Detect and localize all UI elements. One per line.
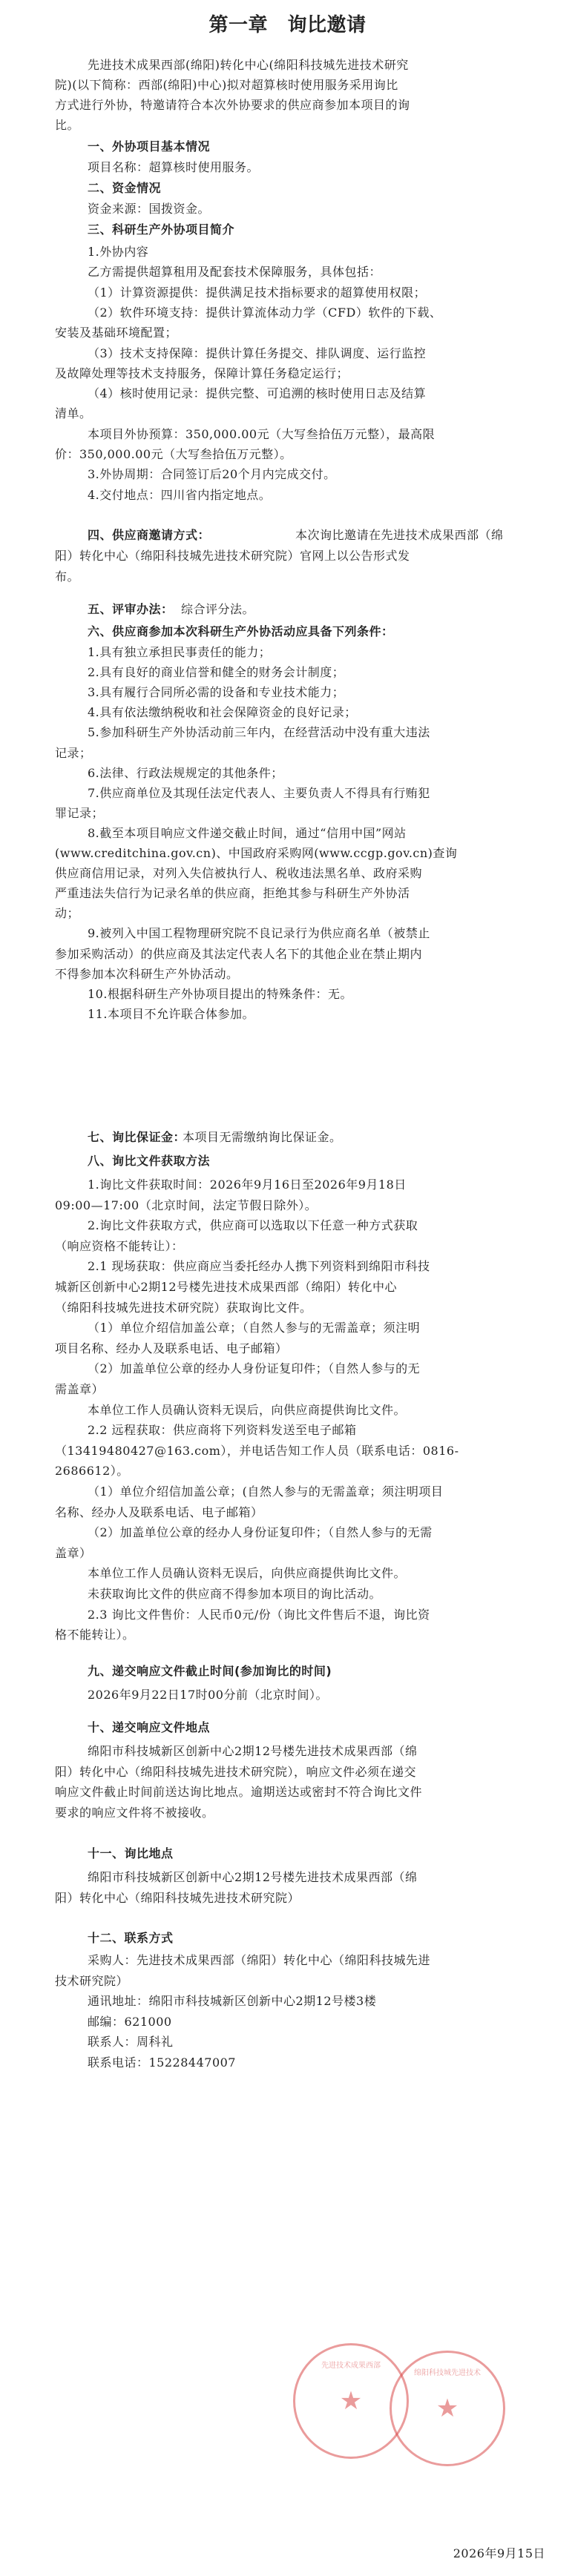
section-line: 不得参加本次科研生产外协活动。 (55, 966, 239, 981)
section-line: 供应商信用记录，对列入失信被执行人、税收违法黑名单、政府采购 (55, 866, 423, 881)
section-heading: 四、供应商邀请方式： (88, 528, 211, 542)
section-line: 项目名称：超算核时使用服务。 (88, 160, 260, 174)
section-line: （1）单位介绍信加盖公章；（自然人参与的无需盖章；须注明 (88, 1321, 421, 1335)
section-heading: 八、询比文件获取方法 (88, 1154, 211, 1168)
section-line: 清单。 (55, 406, 92, 421)
seal-right-text: 绵阳科技城先进技术 (414, 2369, 481, 2377)
section-line: 城新区创新中心2期12号楼先进技术成果西部（绵阳）转化中心 (55, 1280, 398, 1294)
section-line: 参加采购活动）的供应商及其法定代表人名下的其他企业在禁止期内 (55, 946, 423, 961)
section-heading: 九、递交响应文件截止时间(参加询比的时间) (88, 1664, 332, 1678)
section-line: 阳）转化中心（绵阳科技城先进技术研究院）官网上以公告形式发 (55, 549, 410, 563)
section-line: 本单位工作人员确认资料无误后，向供应商提供询比文件。 (88, 1566, 407, 1581)
section-line: （1）计算资源提供：提供满足技术指标要求的超算使用权限； (88, 285, 427, 300)
section-line: 6.法律、行政法规规定的其他条件； (88, 765, 283, 780)
section-line: 记录； (55, 745, 92, 760)
section-line: 11.本项目不允许联合体参加。 (88, 1006, 254, 1021)
section-line: 乙方需提供超算租用及配套技术保障服务，具体包括： (88, 265, 382, 280)
section-line: 需盖章） (55, 1382, 105, 1396)
section-heading: 十、递交响应文件地点 (88, 1720, 211, 1734)
section-line: 绵阳市科技城新区创新中心2期12号楼先进技术成果西部（绵 (88, 1870, 418, 1884)
section-line: 未获取询比文件的供应商不得参加本项目的询比活动。 (88, 1587, 382, 1601)
section-line: 响应文件截止时间前送达询比地点。逾期送达或密封不符合询比文件 (55, 1785, 423, 1799)
intro-line: 方式进行外协，特邀请符合本次外协要求的供应商参加本项目的询 (55, 98, 410, 112)
intro-line: 院)(以下简称：西部(绵阳)中心)拟对超算核时使用服务采用询比 (55, 78, 398, 92)
intro-line: 比。 (55, 118, 80, 132)
section-line: 10.根据科研生产外协项目提出的特殊条件：无。 (88, 986, 352, 1001)
section-line: 布。 (55, 569, 80, 584)
section-line: 价：350,000.00元（大写叁拾伍万元整）。 (55, 447, 292, 461)
seal-star-icon: ★ (339, 2386, 363, 2416)
section-line: 项目名称、经办人及联系电话、电子邮箱） (55, 1341, 288, 1355)
section-line: 2.3 询比文件售价：人民币0元/份（询比文件售后不退，询比资 (88, 1607, 430, 1622)
section-line: 采购人：先进技术成果西部（绵阳）转化中心（绵阳科技城先进 (88, 1953, 431, 1967)
section-line: 安装及基础环境配置； (55, 326, 178, 340)
section-line: （3）技术支持保障：提供计算任务提交、排队调度、运行监控 (88, 346, 427, 360)
section-line: 4.交付地点：四川省内指定地点。 (88, 487, 272, 502)
section-line: 动； (55, 906, 80, 921)
section-line: (www.creditchina.gov.cn)、中国政府采购网(www.ccgp.gov.cn)查询 (55, 846, 458, 860)
section-text: 本项目无需缴纳询比保证金。 (183, 1130, 342, 1144)
section-line: 2.询比文件获取方式，供应商可以选取以下任意一种方式获取 (88, 1218, 418, 1233)
section-line: 阳）转化中心（绵阳科技城先进技术研究院） (55, 1890, 300, 1905)
section-line: 5.参加科研生产外协活动前三年内，在经营活动中没有重大违法 (88, 725, 430, 740)
section-heading: 七、询比保证金： (88, 1130, 186, 1144)
section-line: 联系人：周科礼 (88, 2035, 174, 2049)
section-line: 通讯地址：绵阳市科技城新区创新中心2期12号楼3楼 (88, 1994, 377, 2008)
section-line: 要求的响应文件将不被接收。 (55, 1805, 214, 1820)
section-line: 4.具有依法缴纳税收和社会保障资金的良好记录； (88, 705, 357, 720)
page-title: 第一章 询比邀请 (208, 14, 367, 36)
section-text: 综合评分法。 (181, 602, 255, 616)
section-line: 罪记录； (55, 805, 105, 820)
section-line: 3.具有履行合同所必需的设备和专业技术能力； (88, 685, 345, 700)
section-heading: 六、供应商参加本次科研生产外协活动应具备下列条件： (88, 624, 394, 638)
section-line: 2.1 现场获取：供应商应当委托经办人携下列资料到绵阳市科技 (88, 1259, 430, 1274)
section-line: 09:00—17:00（北京时间，法定节假日除外）。 (55, 1198, 318, 1212)
section-line: （2）软件环境支持：提供计算流体动力学（CFD）软件的下载、 (88, 305, 442, 320)
section-line: 联系电话：15228447007 (88, 2055, 236, 2070)
signature-date: 2026年9月15日 (453, 2546, 545, 2560)
section-line: 及故障处理等技术支持服务，保障计算任务稳定运行； (55, 366, 349, 380)
section-line: 3.外协周期：合同签订后20个月内完成交付。 (88, 467, 336, 482)
section-heading: 三、科研生产外协项目简介 (88, 222, 235, 237)
section-line: （2）加盖单位公章的经办人身份证复印件；（自然人参与的无 (88, 1361, 421, 1376)
section-line: 绵阳市科技城新区创新中心2期12号楼先进技术成果西部（绵 (88, 1744, 418, 1758)
section-line: 9.被列入中国工程物理研究院不良记录行为供应商名单（被禁止 (88, 926, 430, 941)
section-line: 本次询比邀请在先进技术成果西部（绵 (295, 528, 504, 542)
section-line: 1.询比文件获取时间：2026年9月16日至2026年9月18日 (88, 1178, 407, 1192)
section-line: （2）加盖单位公章的经办人身份证复印件；（自然人参与的无需 (88, 1525, 433, 1540)
section-line: 名称、经办人及联系电话、电子邮箱） (55, 1505, 263, 1519)
section-heading: 五、评审办法： (88, 602, 174, 616)
intro-line: 先进技术成果西部(绵阳)转化中心(绵阳科技城先进技术研究 (88, 58, 409, 72)
section-line: （13419480427@163.com），并电话告知工作人员（联系电话：0816- (55, 1443, 459, 1458)
section-heading: 二、资金情况 (88, 181, 162, 195)
seal-left-text: 先进技术成果西部 (321, 2362, 381, 2370)
section-line: 资金来源：国拨资金。 (88, 202, 211, 216)
section-line: 本单位工作人员确认资料无误后，向供应商提供询比文件。 (88, 1402, 407, 1417)
section-line: 本项目外协预算：350,000.00元（大写叁拾伍万元整），最高限 (88, 426, 436, 441)
section-line: 2026年9月22日17时00分前（北京时间）。 (88, 1688, 328, 1702)
section-line: 盖章） (55, 1545, 92, 1560)
section-line: 2.具有良好的商业信誉和健全的财务会计制度； (88, 665, 345, 680)
section-heading: 十一、询比地点 (88, 1846, 174, 1860)
section-line: 8.截至本项目响应文件递交截止时间，通过“信用中国”网站 (88, 825, 407, 840)
section-line: （绵阳科技城先进技术研究院）获取询比文件。 (55, 1300, 312, 1315)
section-line: 2686612）。 (55, 1464, 129, 1479)
section-line: 技术研究院） (55, 1973, 129, 1988)
section-line: 2.2 远程获取：供应商将下列资料发送至电子邮箱 (88, 1423, 357, 1438)
section-line: 严重违法失信行为记录名单的供应商，拒绝其参与科研生产外协活 (55, 886, 410, 901)
section-line: 格不能转让）。 (55, 1628, 135, 1642)
section-line: 阳）转化中心（绵阳科技城先进技术研究院），响应文件必须在递交 (55, 1764, 417, 1779)
section-line: 1.外协内容 (88, 245, 149, 259)
section-heading: 十二、联系方式 (88, 1931, 174, 1945)
section-line: （1）单位介绍信加盖公章；(自然人参与的无需盖章；须注明项目 (88, 1484, 444, 1499)
section-heading: 一、外协项目基本情况 (88, 139, 211, 153)
section-line: 邮编：621000 (88, 2014, 172, 2029)
section-line: 1.具有独立承担民事责任的能力； (88, 645, 272, 659)
section-line: 7.供应商单位及其现任法定代表人、主要负责人不得具有行贿犯 (88, 785, 430, 800)
official-seal-right (390, 2351, 505, 2466)
section-line: （响应资格不能转让）： (55, 1238, 184, 1253)
seal-star-icon: ★ (436, 2394, 459, 2423)
section-line: （4）核时使用记录：提供完整、可追溯的核时使用日志及结算 (88, 386, 427, 401)
